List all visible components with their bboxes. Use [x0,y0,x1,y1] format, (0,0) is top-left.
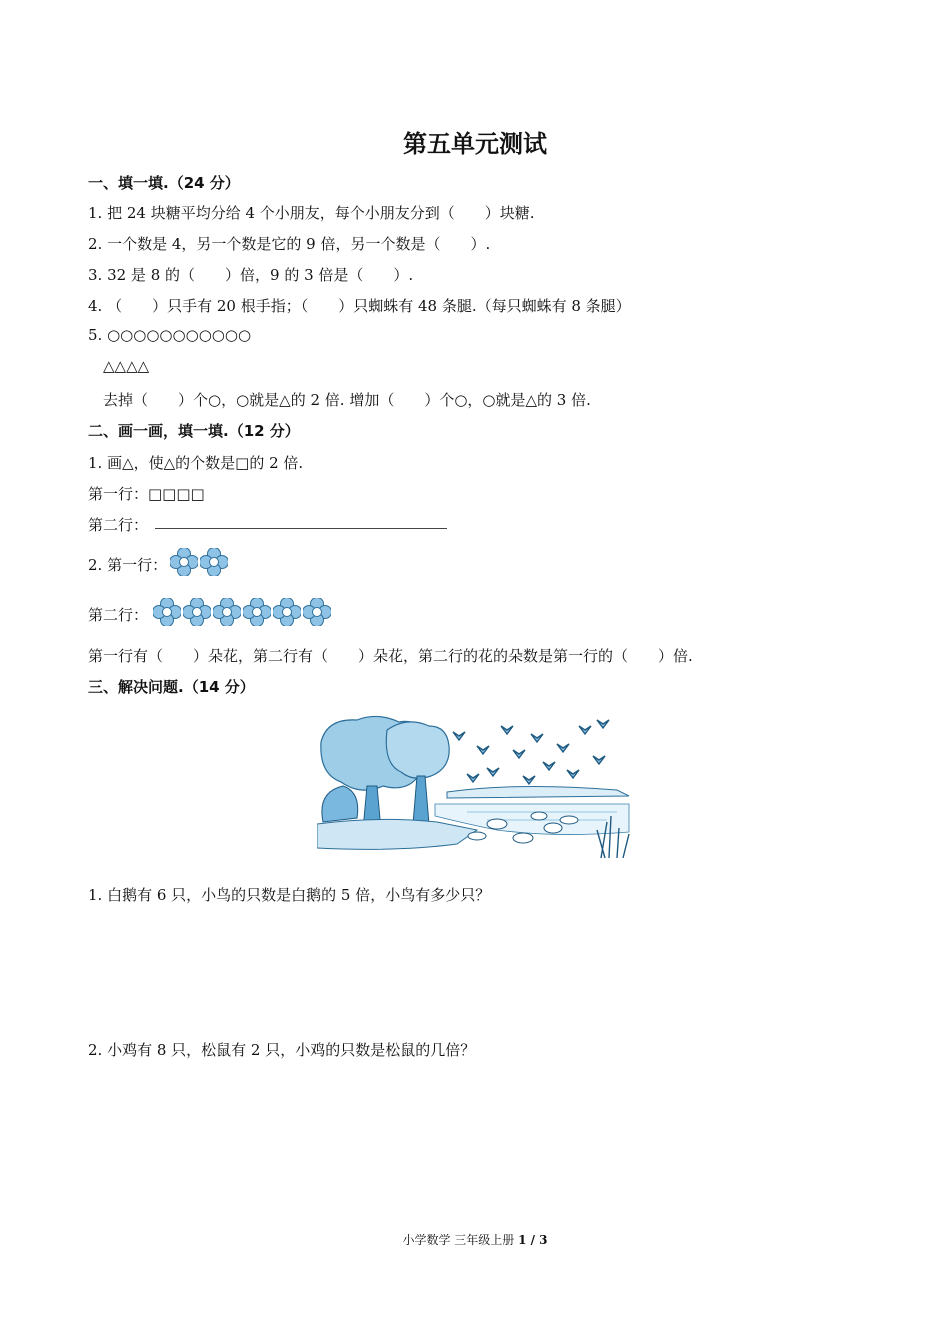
section-1-heading: 一、填一填.（24 分） [88,174,240,192]
flower-icon [213,598,241,626]
footer-subject: 小学数学 三年级上册 [402,1233,519,1247]
flower-row-1 [170,548,228,576]
question-2-2-row-1-label: 2. 第一行： [88,556,168,574]
question-1-2: 2. 一个数是 4，另一个数是它的 9 倍，另一个数是（ ）. [88,235,491,253]
flower-row-2 [153,598,331,626]
page-number: 1 / 3 [518,1233,548,1247]
question-1-5-triangles: △△△△ [103,357,150,375]
question-2-2-row-2-label: 第二行： [88,606,149,624]
question-1-1: 1. 把 24 块糖平均分给 4 个小朋友，每个小朋友分到（ ）块糖. [88,204,535,222]
page-footer [0,1231,950,1248]
question-1-4: 4. （ ）只手有 20 根手指；（ ）只蜘蛛有 48 条腿.（每只蜘蛛有 8 条腿） [88,297,631,315]
question-1-3: 3. 32 是 8 的（ ）倍，9 的 3 倍是（ ）. [88,266,414,284]
question-1-5-text: 去掉（ ）个○，○就是△的 2 倍. 增加（ ）个○，○就是△的 3 倍. [103,391,591,409]
flower-icon [273,598,301,626]
question-1-5-circles: 5. ○○○○○○○○○○○ [88,326,252,344]
question-2-2-text: 第一行有（ ）朵花，第二行有（ ）朵花，第二行的花的朵数是第一行的（ ）倍. [88,647,693,665]
question-3-1: 1. 白鹅有 6 只，小鸟的只数是白鹅的 5 倍，小鸟有多少只？ [88,886,491,904]
flower-icon [243,598,271,626]
flower-icon [153,598,181,626]
lake-scene-illustration [317,712,633,860]
flower-icon [170,548,198,576]
section-3-heading: 三、解决问题.（14 分） [88,678,255,696]
row-1-squares: 第一行：□□□□ [88,485,205,503]
flower-icon [200,548,228,576]
flower-icon [183,598,211,626]
row-2-label: 第二行： [88,516,149,534]
answer-line [155,528,447,529]
page-title: 第五单元测试 [403,130,547,158]
question-3-2: 2. 小鸡有 8 只，松鼠有 2 只，小鸡的只数是松鼠的几倍？ [88,1041,476,1059]
flower-icon [303,598,331,626]
section-2-heading: 二、画一画，填一填.（12 分） [88,422,300,440]
question-2-1: 1. 画△，使△的个数是□的 2 倍. [88,454,304,472]
